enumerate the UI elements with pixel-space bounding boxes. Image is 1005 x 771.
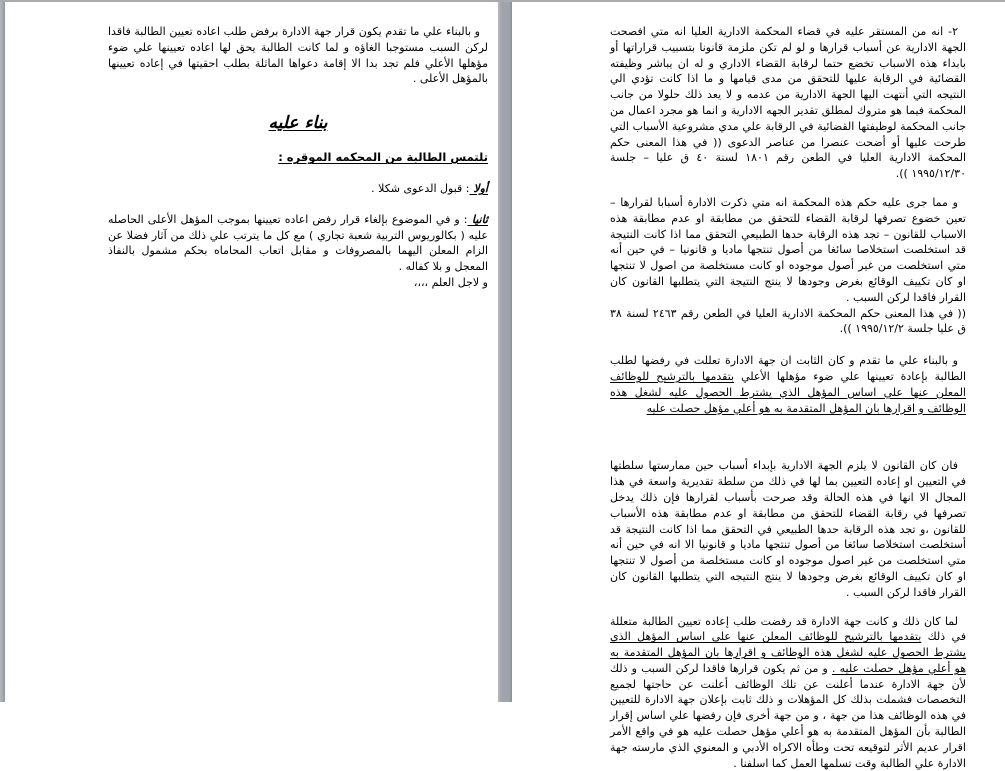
petition-lead-line: تلتمس الطالبة من المحكمه الموقره : [108,150,488,166]
petition-item-second: ثانيا : و في الموضوع بإلغاء قرار رفض اعاده تعيينها بموجب المؤهل الأعلى الحاصله عليه ( بكالوريوس التربية شعبة تجاري ) مع كل ما يترتب علي ذلك من آثار فضلا عن الزام المعلن اليهما بالمصروفات و مقابل اتعاب المحاماه بحكم مشمول بالنفاذ المعجل و بلا كفاله . [108,212,488,275]
page-left-text-column [108,24,488,291]
paragraph-precedent-1: ٢- انه من المستقر عليه في قضاء المحكمة الادارية العليا انه متي افصحت الجهة الادارية عن أسباب قرارها و لو لم تكن ملزمة قانونا بتسبيب قراراتها أو بابداء هذه الاسباب تخضع حتما لرقابة القضاء الاداري و له ان يباشر وظيفته القضائية في الرقابة عليها للتحقق من مدى قيامها و ما اذا كانت تؤدي الي النتيجه التي أنتهت اليها الجهة الادارية من عدمه و لا يعد ذلك حلولا من جانب المحكمة فيما هو متروك لمطلق تقدير الجهه الادارية و انما هو مجرد اعمال من جانب المحكمة لوظيفتها القضائية في الرقابة علي مدي مشروعية الأسباب التي طرحت عليها أو أضحت عنصرا من عناصر الدعوى (( في هذا المعنى حكم المحكمة الادارية العليا في الطعن رقم ١٨٠١ لسنة ٤٠ ق عليا – جلسة ١٩٩٥/١٢/٣٠ )). [610,24,966,182]
page-left [5,2,498,702]
paragraph-precedent-2: و مما جرى عليه حكم هذه المحكمة انه متي ذكرت الادارة أسبابا لقرارها – تعين خضوع تصرفها لرقابة القضاء للتحقق من مطابقة او عدم مطابقة هذه الاسباب للقانون – تجد هذه الرقابة حدها الطبيعي التحقق مما اذا كانت النتيجة قد استخلصت استخلاصا سائغا من أصول تنتجها ماديا و قانونيا – في حين أنه متي استخلصت من غير أصول موجوده او كانت مستخلصة من اصول لا تنتجها او كان تكييف الوقائع بغرض وجودها لا ينتج النتيجة التي يتطلبها القانون كان القرار فاقدا لركن السبب . [610,195,966,306]
paragraph-conclusion-intro: و بالبناء علي ما تقدم يكون قرار جهة الادارة برفض طلب اعاده تعيين الطالبة فاقدا لركن السبب مستوجبا الغاؤه و لما كانت الطالبة يحق لها اعاده تعيينها علي ضوء مؤهلها الأعلي فلم تجد بدا الا إقامة دعواها الماثلة بطلب احقيتها في إعاده تعيينها بالمؤهل الأعلى . [108,24,488,87]
paragraph-application-facts: و بالبناء علي ما تقدم و كان الثابت ان جهة الادارة تعللت في رفضها لطلب الطالبة بإعادة تعيينها علي ضوء مؤهلها الأعلي بتقدمها بالترشيح للوظائف المعلن عنها علي اساس المؤهل الذي يشترط الحصول عليه لشغل هذه الوظائف و اقرارها بان المؤهل المتقدمة به هو أعلي مؤهل حصلت عليه [610,353,966,416]
section-heading: بناء عليه [108,113,488,133]
paragraph-precedent-2-citation: (( في هذا المعنى حكم المحكمة الادارية العليا في الطعن رقم ٢٤٦٣ لسنة ٣٨ ق عليا جلسة ١٩٩٥/١٢/٢ )). [610,306,966,338]
page-right-text-column [610,24,966,771]
page-right [512,2,1005,702]
paragraph-conclusion-analysis: لما كان ذلك و كانت جهة الادارة قد رفضت طلب إعاده تعيين الطالبة متعللة في ذلك بتقدمها بالترشيح للوظائف المعلن عنها علي اساس المؤهل الذي يشترط الحصول عليه لشغل هذه الوظائف و اقرارها بان المؤهل المتقدمة به هو أعلي مؤهل حصلت عليه . و من ثم يكون قرارها فاقدا لركن السبب و ذلك لأن جهة الادارة عندما أعلنت عن تلك الوظائف أعلنت عن حاجتها لجميع التخصصات فشملت بذلك كل المؤهلات و ذلك ثابت بإعلان جهة الادارة للتعيين في هذه الوظائف هذا من جهة ، و من جهة أخرى فإن رفضها علي اساس إقرار الطالبة بأن المؤهل المتقدمة به هو أعلي مؤهل حصلت عليه هو في واقع الأمر اقرار عديم الأثر لتوقيعه تحت وطأه الاكراه الأدبي و المعنوي الذي مارسته جهة الادارة علي الطالبة وقت تسلمها العمل كما اسلفنا . [610,614,966,771]
paragraph-legal-analysis: فان كان القانون لا يلزم الجهة الادارية بإبداء أسباب حين ممارستها سلطتها في التعيين او إعاده التعيين بما لها في ذلك من سلطة تقديرية واسعة في هذا المجال الا انها في هذه الحالة وقد صرحت بأسباب لقرارها فإن ذلك يدخل تصرفها في رقابة القضاء للتحقق من مطابقة او عدم مطابقة هذه الأسباب للقانون ،و تجد هذه الرقابة حدها الطبيعي في التحقق مما اذا كانت النتيجة قد أستخلصت استخلاصا سائغا من أصول تنتجها ماديا و قانونيا الا انه في حين أنه متي استخلصت من غير اصول موجوده او كانت مستخلصة من أصول لا تنتجها او كان تكييف الوقائع بغرض وجودها لا ينتج النتيجه التي يتطلبها القانون كان القرار فاقدا لركن السبب . [610,458,966,600]
petition-item-first: أولا : قبول الدعوى شكلا . [108,181,488,197]
closing-line: و لاجل العلم ،،،، [108,275,488,291]
page-gap-divider [498,2,512,702]
